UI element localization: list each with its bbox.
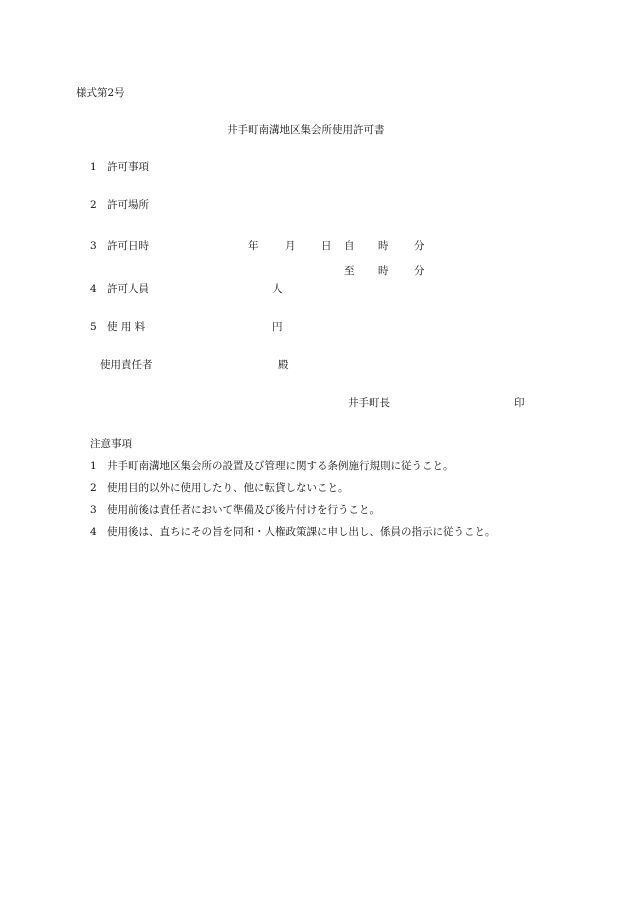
yen-unit: 円 bbox=[272, 321, 283, 333]
item4-label: 許可人員 bbox=[107, 283, 149, 295]
from-label: 自 bbox=[344, 240, 355, 252]
item5-label: 使 用 料 bbox=[107, 321, 146, 333]
item2-number: 2 bbox=[90, 199, 97, 211]
day-unit: 日 bbox=[321, 240, 332, 252]
minute-to-unit: 分 bbox=[414, 265, 425, 277]
honorific: 殿 bbox=[278, 359, 289, 371]
notes-heading: 注意事項 bbox=[90, 438, 132, 450]
note-number: 3 bbox=[90, 504, 97, 516]
minute-from-unit: 分 bbox=[414, 240, 425, 252]
month-unit: 月 bbox=[285, 240, 296, 252]
hour-to-unit: 時 bbox=[378, 265, 389, 277]
note-text: 使用前後は責任者において準備及び後片付けを行うこと。 bbox=[107, 504, 380, 516]
item4-number: 4 bbox=[90, 283, 97, 295]
item1-label: 許可事項 bbox=[107, 161, 149, 173]
item3-label: 許可日時 bbox=[107, 240, 149, 252]
issuer-title: 井手町長 bbox=[348, 397, 390, 409]
note-text: 使用目的以外に使用したり、他に転貸しないこと。 bbox=[107, 482, 349, 494]
responsible-person-label: 使用責任者 bbox=[100, 359, 153, 371]
document-title: 井手町南溝地区集会所使用許可書 bbox=[227, 124, 385, 136]
note-number: 4 bbox=[90, 526, 97, 538]
item3-number: 3 bbox=[90, 240, 97, 252]
seal-mark: 印 bbox=[514, 397, 525, 409]
item2-label: 許可場所 bbox=[107, 199, 149, 211]
hour-from-unit: 時 bbox=[378, 240, 389, 252]
note-number: 2 bbox=[90, 482, 97, 494]
persons-unit: 人 bbox=[272, 283, 283, 295]
item1-number: 1 bbox=[90, 161, 97, 173]
to-label: 至 bbox=[344, 265, 355, 277]
note-number: 1 bbox=[90, 460, 97, 472]
note-text: 使用後は、直ちにその旨を同和・人権政策課に申し出し、係員の指示に従うこと。 bbox=[107, 526, 496, 538]
item5-number: 5 bbox=[90, 321, 97, 333]
note-text: 井手町南溝地区集会所の設置及び管理に関する条例施行規則に従うこと。 bbox=[107, 460, 454, 472]
year-unit: 年 bbox=[248, 240, 259, 252]
form-number: 様式第2号 bbox=[76, 87, 125, 99]
